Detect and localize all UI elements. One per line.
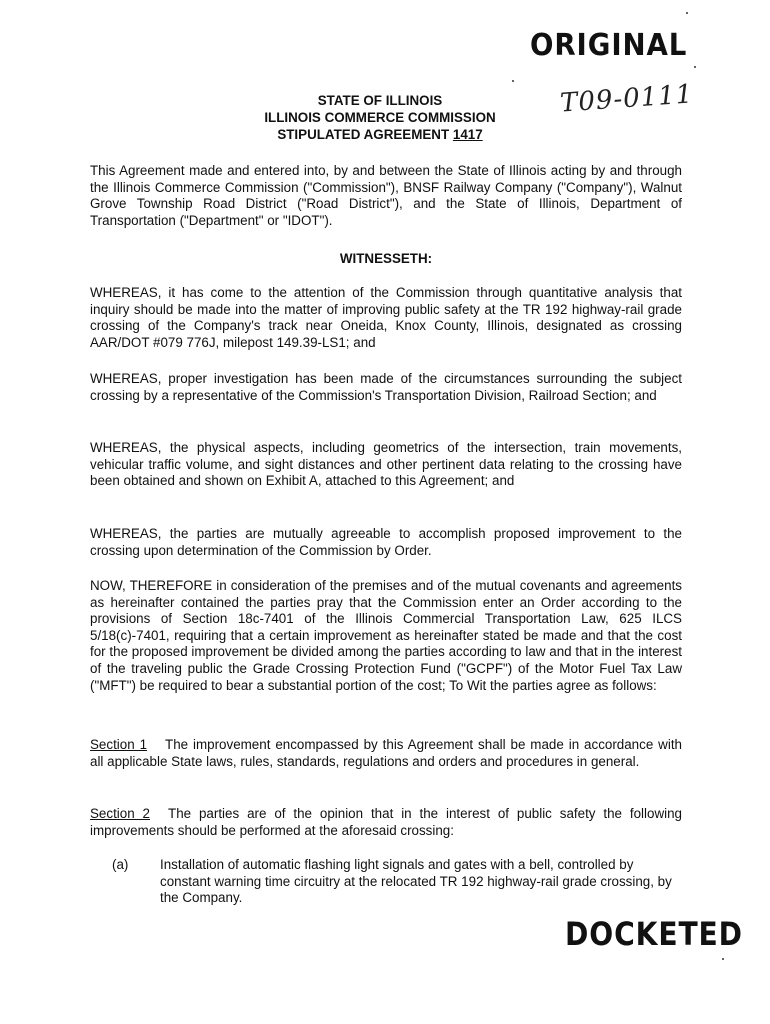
section-2-label: Section 2 xyxy=(90,806,151,821)
improvement-item-a xyxy=(112,857,676,907)
section-1-label: Section 1 xyxy=(90,737,148,752)
item-label: (a) xyxy=(112,857,129,872)
docketed-stamp: DOCKETED xyxy=(565,915,743,953)
header-agreement xyxy=(200,126,560,143)
section-1-text: The improvement encompassed by this Agreement shall be made in accordance with all applicable State laws, rules, standards, regulations and orders and procedures in general. xyxy=(90,737,682,769)
whereas-paragraph: WHEREAS, it has come to the attention of the Commission through quantitative analysis that inquiry should be made into the matter of improving public safety at the TR 192 highway-rail grade crossing of the Company's track near Oneida, Knox County, Illinois, designated as crossing AAR/DOT #079 776J, milepost 149.39-LS1; and xyxy=(90,285,682,350)
whereas-paragraph: WHEREAS, the parties are mutually agreeable to accomplish proposed improvement to the crossing upon determination of the Commission by Order. xyxy=(90,526,682,558)
scan-speck xyxy=(694,66,696,68)
section-1-paragraph xyxy=(90,737,682,770)
whereas-paragraph: WHEREAS, proper investigation has been made of the circumstances surrounding the subject crossing by a representative of the Commission's Transportation Division, Railroad Section; and xyxy=(90,371,682,403)
section-2-text: The parties are of the opinion that in the interest of public safety the following improvements should be performed at the aforesaid crossing: xyxy=(90,806,682,838)
witnesseth-heading: WITNESSETH: xyxy=(339,251,433,266)
handwritten-docket-number: T09-0111 xyxy=(559,79,695,119)
header-commission: ILLINOIS COMMERCE COMMISSION xyxy=(264,110,496,125)
intro-paragraph: This Agreement made and entered into, by and between the State of Illinois acting by and through the Illinois Commerce Commission ("Commission"), BNSF Railway Company ("Company"), Walnut Grove Township Road District ("Road District"), and the State of Illinois, Department of Transportation ("Department" or "IDOT"). xyxy=(90,163,682,228)
original-stamp: ORIGINAL xyxy=(530,28,688,63)
scan-speck xyxy=(512,80,514,82)
header-agreement-number: 1417 xyxy=(452,127,483,142)
document-header xyxy=(200,92,560,143)
scan-speck xyxy=(686,12,688,14)
improvement-item-a-body xyxy=(112,857,676,907)
scan-speck xyxy=(722,958,724,960)
section-2-paragraph xyxy=(90,806,682,839)
header-state: STATE OF ILLINOIS xyxy=(317,93,443,108)
whereas-paragraph: WHEREAS, the physical aspects, including geometrics of the intersection, train movements, vehicular traffic volume, and sight distances and other pertinent data relating to the crossing have been obtained and shown on Exhibit A, attached to this Agreement; and xyxy=(90,440,682,489)
header-agreement-prefix: STIPULATED AGREEMENT xyxy=(277,127,453,142)
item-text: Installation of automatic flashing light signals and gates with a bell, controlled by constant warning time circuitry at the relocated TR 192 highway-rail grade crossing, by the Company. xyxy=(160,857,672,906)
now-therefore-paragraph: NOW, THEREFORE in consideration of the premises and of the mutual covenants and agreements as hereinafter contained the parties pray that the Commission enter an Order according to the provisions of Section 18c-7401 of the Illinois Commercial Transportation Law, 625 ILCS 5/18(c)-7401, requiring that a certain improvement as hereinafter stated be made and that the cost for the proposed improvement be divided among the parties according to law and that in the interest of the traveling public the Grade Crossing Protection Fund ("GCPF") of the Motor Fuel Tax Law ("MFT") be required to bear a substantial portion of the cost; To Wit the parties agree as follows: xyxy=(90,578,682,693)
